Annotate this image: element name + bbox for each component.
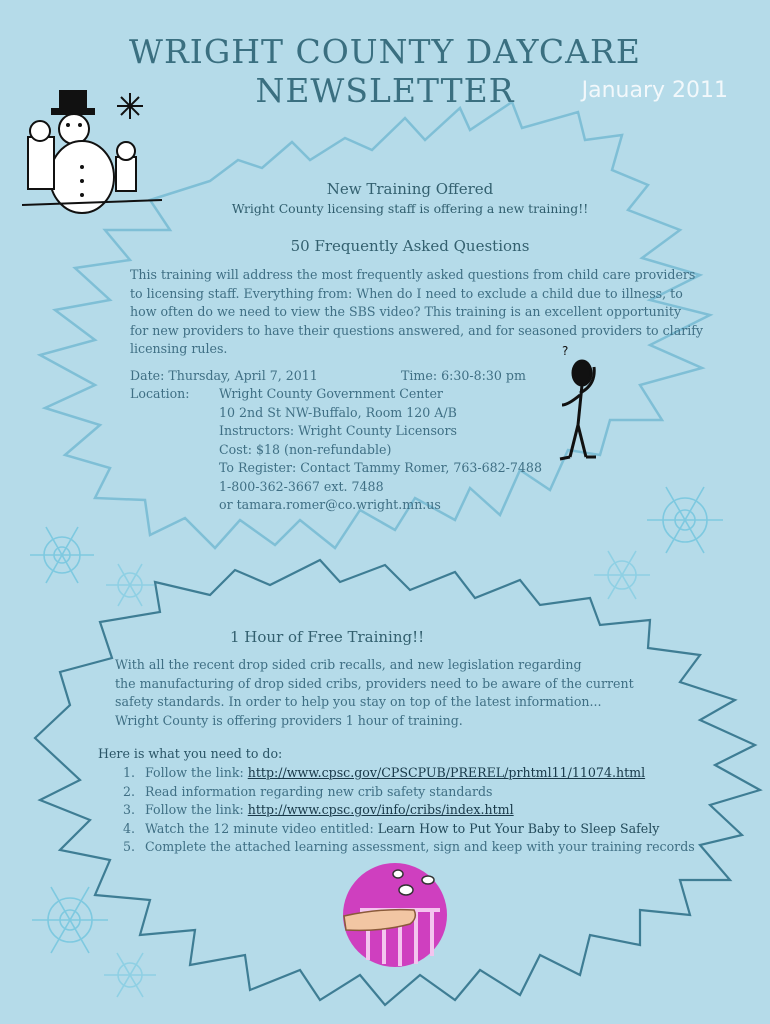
detail-line: 1-800-362-3667 ext. 7488 <box>219 478 384 494</box>
event-date: Date: Thursday, April 7, 2011 <box>130 368 318 383</box>
free-training-body <box>115 656 675 730</box>
step-item: 4. Watch the 12 minute video entitled: Learn How to Put Your Baby to Sleep Safely <box>123 820 660 836</box>
event-time: Time: 6:30-8:30 pm <box>401 368 526 383</box>
snowman-illustration <box>22 85 162 225</box>
location-label: Location: <box>130 386 190 401</box>
training-heading: New Training Offered <box>326 180 494 198</box>
free-training-line: Wright County is offering providers 1 hour of training. <box>115 712 463 728</box>
step-item: 5. Complete the attached learning assessment, sign and keep with your training records <box>123 839 695 854</box>
steps-list <box>115 764 735 857</box>
free-training-line: the manufacturing of drop sided cribs, providers need to be aware of the current <box>115 675 634 691</box>
cpsc-cribs-link[interactable]: http://www.cpsc.gov/info/cribs/index.html <box>247 802 514 817</box>
detail-line: Cost: $18 (non-refundable) <box>219 441 392 457</box>
step-item: 3. Follow the link: http://www.cpsc.gov/info/cribs/index.html <box>123 802 514 817</box>
training-body-line: This training will address the most frequently asked questions from child care providers <box>130 267 696 282</box>
free-training-heading: 1 Hour of Free Training!! <box>230 628 425 646</box>
detail-line: To Register: Contact Tammy Romer, 763-682-7488 <box>219 460 542 475</box>
svg-text:?: ? <box>562 345 569 358</box>
training-subheading: Wright County licensing staff is offering a new training!! <box>231 201 589 216</box>
training-body <box>130 266 730 359</box>
steps-heading: Here is what you need to do: <box>98 746 283 761</box>
free-training-line: With all the recent drop sided crib recalls, and new legislation regarding <box>115 657 582 672</box>
detail-line: Instructors: Wright County Licensors <box>219 423 457 438</box>
contact-email[interactable]: or tamara.romer@co.wright.mn.us <box>219 497 441 512</box>
training-body-line: how often do we need to view the SBS video? This training is an excellent opportunity <box>130 304 682 319</box>
newsletter-date: January 2011 <box>581 78 728 103</box>
training-body-line: to licensing staff. Everything from: When do I need to exclude a child due to illness, to <box>130 285 683 301</box>
event-details <box>219 385 542 515</box>
free-training-line: safety standards. In order to help you stay on top of the latest information... <box>115 694 602 709</box>
thinking-figure-icon <box>548 345 618 465</box>
step-item: 2. Read information regarding new crib safety standards <box>123 783 493 799</box>
step-item: 1. Follow the link: http://www.cpsc.gov/CPSCPUB/PREREL/prhtml11/11074.html <box>123 765 646 780</box>
detail-line: 10 2nd St NW-Buffalo, Room 120 A/B <box>219 404 457 420</box>
training-body-line: licensing rules. <box>130 341 228 356</box>
detail-line: Wright County Government Center <box>219 386 443 401</box>
cpsc-recall-link[interactable]: http://www.cpsc.gov/CPSCPUB/PREREL/prhtml11/11074.html <box>247 765 646 780</box>
newsletter-title: WRIGHT COUNTY DAYCARE NEWSLETTER <box>129 32 641 110</box>
faq-heading: 50 Frequently Asked Questions <box>290 237 530 255</box>
crib-clipart <box>340 860 450 970</box>
training-body-line: for new providers to have their questions answered, and for seasoned providers to clarify <box>130 322 704 338</box>
video-title: Learn How to Put Your Baby to Sleep Safely <box>377 820 660 836</box>
